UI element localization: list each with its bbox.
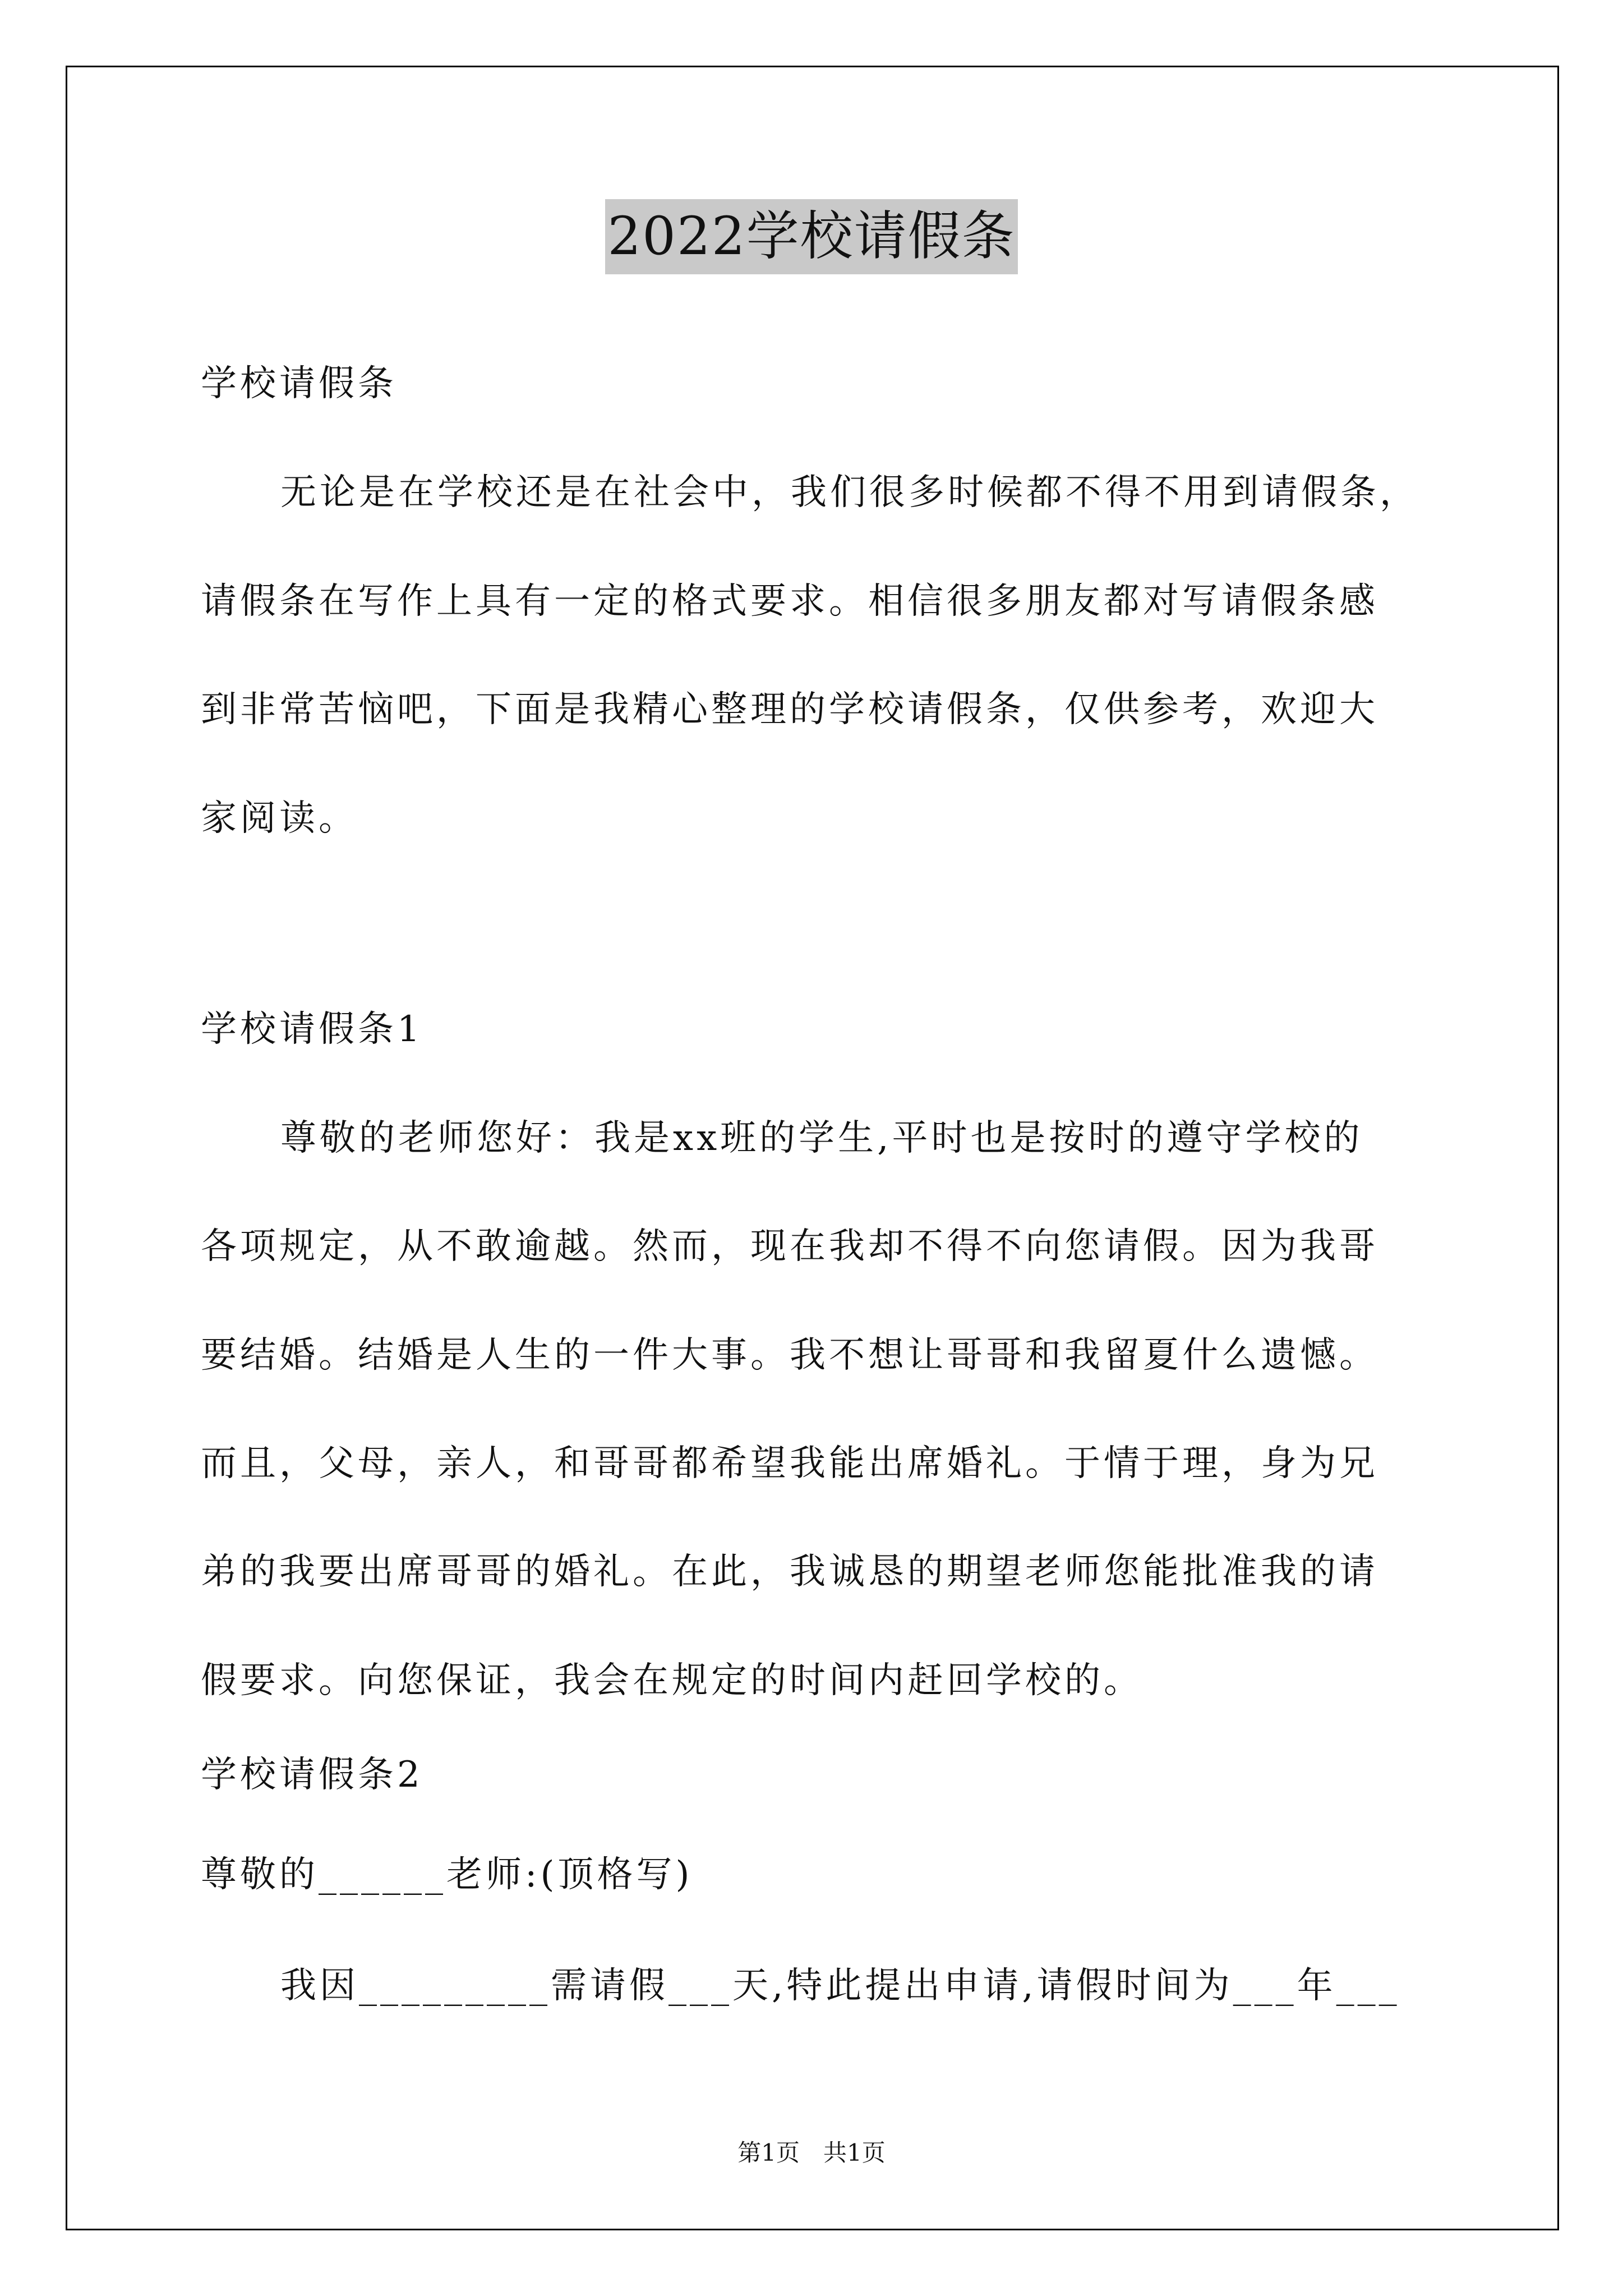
section1-line-2: 各项规定，从不敢逾越。然而，现在我却不得不向您请假。因为我哥	[201, 1226, 1378, 1267]
section1-line-6: 假要求。向您保证，我会在规定的时间内赶回学校的。	[201, 1660, 1143, 1701]
document-title: 2022学校请假条	[605, 199, 1017, 274]
section1-line-4: 而且，父母，亲人，和哥哥都希望我能出席婚礼。于情于理，身为兄	[201, 1443, 1378, 1484]
section1-heading: 学校请假条1	[201, 1009, 423, 1050]
section2-line-1: 尊敬的______老师:(顶格写)	[201, 1854, 693, 1895]
title-wrap	[0, 199, 1623, 274]
section2-heading: 学校请假条2	[201, 1754, 423, 1796]
section2-line-2: 我因_________需请假___天,特此提出申请,请假时间为___年___	[280, 1965, 1400, 2007]
section1-line-5: 弟的我要出席哥哥的婚礼。在此，我诚恳的期望老师您能批准我的请	[201, 1551, 1378, 1593]
intro-line-2: 请假条在写作上具有一定的格式要求。相信很多朋友都对写请假条感	[201, 581, 1378, 622]
heading: 学校请假条	[201, 363, 397, 404]
intro-line-4: 家阅读。	[201, 798, 358, 839]
section1-line-1: 尊敬的老师您好：我是xx班的学生,平时也是按时的遵守学校的	[280, 1117, 1363, 1159]
intro-line-3: 到非常苦恼吧，下面是我精心整理的学校请假条，仅供参考，欢迎大	[201, 689, 1378, 730]
section1-line-3: 要结婚。结婚是人生的一件大事。我不想让哥哥和我留夏什么遗憾。	[201, 1335, 1378, 1376]
intro-line-1: 无论是在学校还是在社会中，我们很多时候都不得不用到请假条，	[280, 472, 1419, 513]
page-footer: 第1页 共1页	[737, 2139, 886, 2166]
